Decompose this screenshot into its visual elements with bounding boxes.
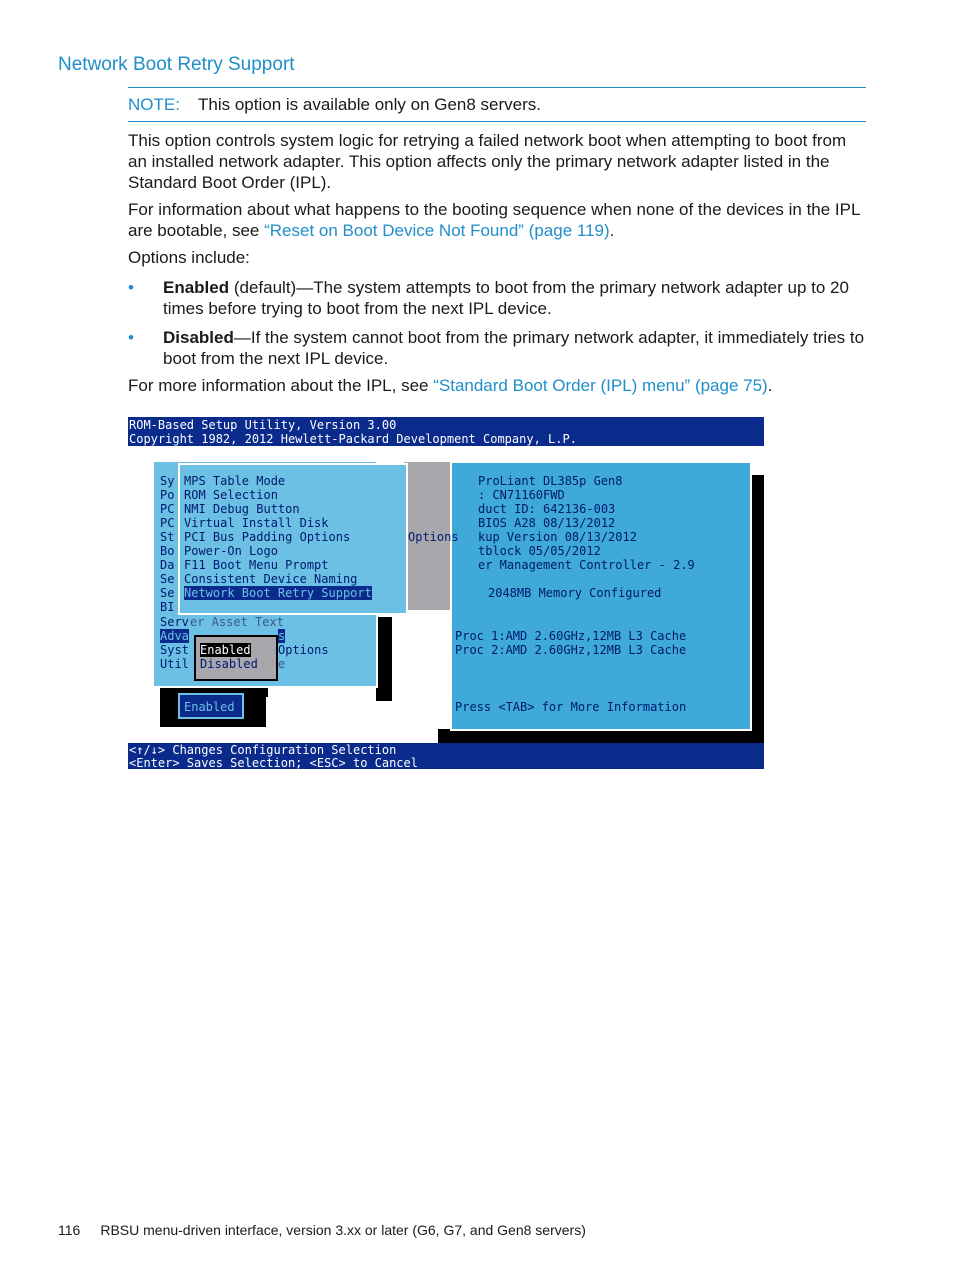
menu-item-consistent-device-naming[interactable]: Consistent Device Naming <box>184 572 358 586</box>
paragraph-description: This option controls system logic for retrying a failed network boot when attempting to boot from an installed network adapter. This option affects only the primary network adapter listed in the Standard Boot Order (IPL). <box>128 131 847 192</box>
current-value-box <box>178 693 244 719</box>
info-line: kup Version 08/13/2012 <box>478 530 637 544</box>
menu-item-network-boot-retry[interactable]: Network Boot Retry Support <box>184 586 372 600</box>
current-value: Enabled <box>184 700 235 714</box>
bullet-icon: • <box>128 278 134 297</box>
left-col-item: Da <box>160 558 175 572</box>
paragraph-reset-info <box>128 199 868 241</box>
note-text: This option is available only on Gen8 servers. <box>198 95 542 114</box>
page-number: 116 <box>58 1222 81 1238</box>
left-col-item: Syst <box>160 643 189 657</box>
reset-info-text: For information about what happens to the booting sequence when none of the devices in the IPL are bootable, see <box>128 200 860 240</box>
info-line: ProLiant DL385p Gen8 <box>478 474 623 488</box>
options-intro: Options include: <box>128 248 250 267</box>
menu-item-mps-table-mode[interactable]: MPS Table Mode <box>184 474 286 488</box>
title-line-2: Copyright 1982, 2012 Hewlett-Packard Development Company, L.P. <box>129 432 577 446</box>
info-line: Proc 2:AMD 2.60GHz,12MB L3 Cache <box>455 643 687 657</box>
left-col-item: Sy <box>160 474 175 488</box>
title-bar <box>128 417 764 446</box>
menu-item-pci-bus-padding[interactable]: PCI Bus Padding Options <box>184 530 351 544</box>
info-line: er Management Controller - 2.9 <box>478 558 695 572</box>
info-line: 2048MB Memory Configured <box>488 586 662 600</box>
left-col-item: BI <box>160 600 175 614</box>
info-line: : CN71160FWD <box>478 488 565 502</box>
info-line: Proc 1:AMD 2.60GHz,12MB L3 Cache <box>455 629 687 643</box>
bullet-text: (default)—The system attempts to boot from the primary network adapter up to 20 times before trying to boot from the next IPL device. <box>163 278 849 318</box>
status-bar <box>128 743 764 769</box>
note-bottom-rule <box>128 121 866 122</box>
left-col-item: PC <box>160 516 175 530</box>
bullet-term: Disabled <box>163 328 234 347</box>
left-col-item: St <box>160 530 175 544</box>
menu-item-nmi-debug-button[interactable]: NMI Debug Button <box>184 502 300 516</box>
options-label: Options <box>408 530 459 544</box>
note <box>128 95 541 115</box>
bullet-term: Enabled <box>163 278 230 297</box>
info-line: BIOS A28 08/13/2012 <box>478 516 616 530</box>
menu-item-rom-selection[interactable]: ROM Selection <box>184 488 278 502</box>
popup-option-disabled[interactable]: Disabled <box>200 657 258 671</box>
left-col-item: PC <box>160 502 175 516</box>
standard-boot-order-link[interactable]: “Standard Boot Order (IPL) menu” (page 75) <box>433 376 768 395</box>
status-line-2: <Enter> Saves Selection; <ESC> to Cancel <box>129 756 418 769</box>
ipl-info-text: For more information about the IPL, see <box>128 376 434 395</box>
note-top-rule <box>128 87 866 88</box>
left-col-item: Se <box>160 572 175 586</box>
left-col-item-selected: Adva <box>160 629 189 643</box>
popup-option-enabled[interactable]: Enabled <box>200 643 251 657</box>
rbsu-screenshot <box>128 417 764 769</box>
title-line-1: ROM-Based Setup Utility, Version 3.00 <box>129 418 397 432</box>
behind-fragment: e <box>278 657 286 671</box>
footer-text: RBSU menu-driven interface, version 3.xx or later (G6, G7, and Gen8 servers) <box>100 1222 586 1238</box>
press-tab-hint: Press <TAB> for More Information <box>455 700 687 714</box>
left-col-item: Se <box>160 586 175 600</box>
note-label: NOTE: <box>128 95 180 114</box>
bullet-text: —If the system cannot boot from the primary network adapter, it immediately tries to boot from the next IPL device. <box>163 328 865 368</box>
menu-item-virtual-install-disk[interactable]: Virtual Install Disk <box>184 516 329 530</box>
behind-fragment: Options <box>278 643 329 657</box>
paragraph-ipl-info <box>128 375 868 396</box>
section-heading: Network Boot Retry Support <box>58 54 295 75</box>
left-col-item: Serv <box>160 615 189 629</box>
info-line: duct ID: 642136-003 <box>478 502 616 516</box>
reset-boot-device-link[interactable]: “Reset on Boot Device Not Found” (page 119) <box>264 221 610 240</box>
menu-item-power-on-logo[interactable]: Power-On Logo <box>184 544 278 558</box>
bullet-icon: • <box>128 328 134 347</box>
status-line-1: <↑/↓> Changes Configuration Selection <box>129 743 397 757</box>
behind-fragment: er Asset Text <box>190 615 284 629</box>
reset-info-end: . <box>609 221 615 240</box>
behind-fragment: s <box>278 629 286 643</box>
left-col-item: Util <box>160 657 189 671</box>
page-footer <box>58 1222 586 1238</box>
left-col-item: Po <box>160 488 175 502</box>
info-line: tblock 05/05/2012 <box>478 544 601 558</box>
ipl-info-end: . <box>767 376 773 395</box>
menu-item-f11-boot-menu[interactable]: F11 Boot Menu Prompt <box>184 558 329 572</box>
left-col-item: Bo <box>160 544 175 558</box>
